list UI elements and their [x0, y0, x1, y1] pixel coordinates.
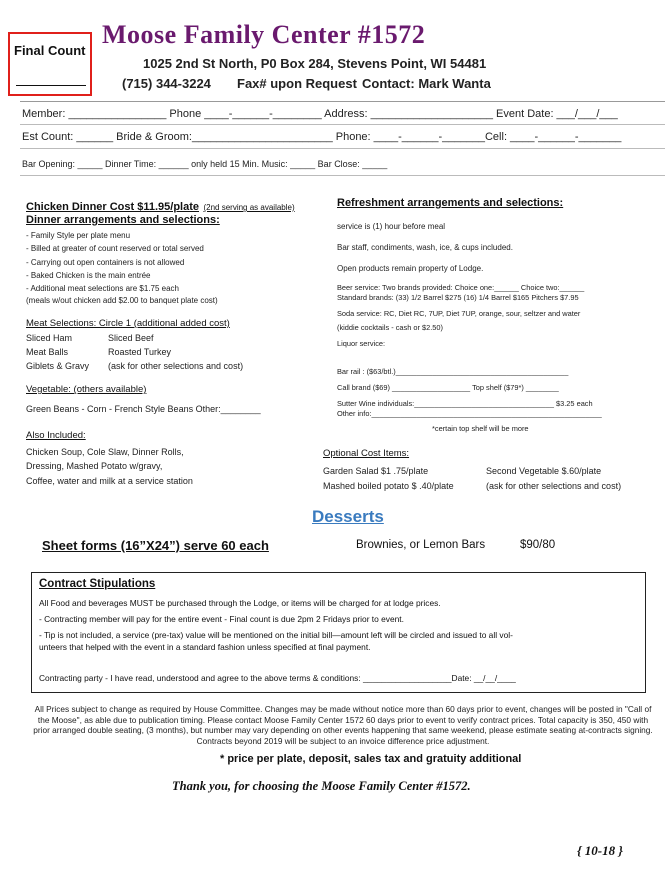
meat-selections-heading: Meat Selections: Circle 1 (additional added cost) [26, 318, 230, 329]
dinner-item: - Baked Chicken is the main entrée [26, 271, 151, 280]
optional-item: Garden Salad $1 .75/plate [323, 466, 429, 476]
kiddie-cocktails-line: (kiddie cocktails - cash or $2.50) [337, 323, 443, 332]
chicken-cost-note: (2nd serving as available) [203, 203, 295, 212]
form-code: { 10-18 } [577, 843, 623, 858]
dinner-item: - Additional meat selections are $1.75 each [26, 284, 179, 293]
meat-option[interactable]: Sliced Ham [26, 333, 73, 343]
liquor-service-line: Liquor service: [337, 339, 386, 348]
form-divider [20, 124, 665, 125]
dessert-price: $90/80 [520, 539, 556, 551]
fine-print: All Prices subject to change as required by House Committee. Changes may be made without notice more than 60 days prior to event, changes will be posted in "Call of the Moose", as able due to publication timing. Please contact Moose Family Center 1572 60 days prior to event to verify contract prices. Total capacity is 350, 450 with prior arranged double seating, (3 months), but number may vary depending on other events happening that same weekend, please estimate seating at-contracts signing. Contracts beyond 2019 will be subject to an invoice difference price adjustment. [33, 704, 653, 746]
meat-option[interactable]: Sliced Beef [108, 333, 154, 343]
optional-note: (ask for other selections and cost) [486, 481, 622, 491]
meat-option[interactable]: Meat Balls [26, 347, 69, 357]
header-phone: (715) 344-3224 [122, 76, 211, 91]
contract-line: unteers that helped with the event in a standard fashion unless specified at final payment. [39, 642, 371, 652]
dinner-item: (meals w/out chicken add $2.00 to banquet plate cost) [26, 296, 218, 305]
page-title: Moose Family Center #1572 [102, 20, 426, 49]
form-row-member[interactable]: Member: ________________ Phone ____-______-________ Address: ____________________ Event Date: ___/___/___ [22, 108, 618, 120]
top-shelf-note: *certain top shelf will be more [432, 424, 529, 433]
contract-heading: Contract Stipulations [39, 578, 156, 590]
form-divider [20, 148, 665, 149]
sutter-wine-field[interactable]: Sutter Wine individuals:__________________________________ $3.25 each [337, 399, 593, 408]
included-line: Coffee, water and milk at a service station [26, 476, 193, 486]
contract-line: - Contracting member will pay for the entire event - Final count is due 2pm 2 Fridays prior to event. [39, 614, 404, 624]
soda-service-line: Soda service: RC, Diet RC, 7UP, Diet 7UP, orange, sour, seltzer and water [337, 309, 581, 318]
vegetable-heading: Vegetable: (others available) [26, 384, 147, 395]
final-count-blank[interactable] [16, 85, 86, 86]
call-brand-field[interactable]: Call brand ($69) ___________________ Top shelf ($79*) ________ [337, 383, 559, 392]
dinner-item: - Family Style per plate menu [26, 231, 131, 240]
form-row-count[interactable]: Est Count: ______ Bride & Groom:_______________________ Phone: ____-______-_______Cell: ____-______-_______ [22, 131, 622, 143]
dinner-arrangements-heading: Dinner arrangements and selections: [26, 214, 220, 226]
dinner-item: - Carrying out open containers is not allowed [26, 258, 185, 267]
final-count-label: Final Count [14, 43, 86, 58]
dessert-options: Brownies, or Lemon Bars [356, 539, 486, 551]
form-divider [20, 175, 665, 176]
included-line: Chicken Soup, Cole Slaw, Dinner Rolls, [26, 447, 184, 457]
form-row-times[interactable]: Bar Opening: _____ Dinner Time: ______ only held 15 Min. Music: _____ Bar Close: _____ [22, 159, 388, 169]
bar-rail-field[interactable]: Bar rail : ($63/btl.)__________________________________________ [337, 367, 569, 376]
meat-option[interactable]: Roasted Turkey [108, 347, 172, 357]
chicken-dinner-cost [26, 197, 295, 215]
refreshment-line: Open products remain property of Lodge. [337, 264, 484, 273]
price-note: * price per plate, deposit, sales tax and gratuity additional [220, 753, 522, 765]
header-contact: Contact: Mark Wanta [362, 76, 491, 91]
header-address: 1025 2nd St North, P0 Box 284, Stevens Point, WI 54481 [143, 56, 487, 71]
optional-item: Mashed boiled potato $ .40/plate [323, 481, 454, 491]
included-line: Dressing, Mashed Potato w/gravy, [26, 461, 163, 471]
dinner-item: - Billed at greater of count reserved or total served [26, 244, 204, 253]
optional-item: Second Vegetable $.60/plate [486, 466, 602, 476]
standard-brands-line: Standard brands: (33) 1/2 Barrel $275 (16) 1/4 Barrel $165 Pitchers $7.95 [337, 293, 579, 302]
meat-option[interactable]: Giblets & Gravy [26, 361, 90, 371]
refreshment-line: Bar staff, condiments, wash, ice, & cups included. [337, 243, 513, 252]
vegetable-options[interactable]: Green Beans - Corn - French Style Beans Other:________ [26, 404, 261, 414]
final-count-box [8, 32, 92, 96]
refreshment-line: service is (1) hour before meal [337, 222, 446, 231]
chicken-cost-label: Chicken Dinner Cost $11.95/plate [26, 201, 200, 213]
beer-service-line[interactable]: Beer service: Two brands provided: Choice one:______ Choice two:______ [337, 283, 585, 292]
contract-signature-line[interactable]: Contracting party - I have read, understood and agree to the above terms & conditions: ___________________Date: __/__/____ [39, 673, 516, 683]
other-info-field[interactable]: Other info:________________________________________________________ [337, 409, 602, 418]
refreshment-heading: Refreshment arrangements and selections: [337, 197, 564, 209]
desserts-heading: Desserts [312, 507, 384, 526]
contract-line: All Food and beverages MUST be purchased through the Lodge, or items will be charged for at lodge prices. [39, 598, 441, 608]
meat-note: (ask for other selections and cost) [108, 361, 244, 371]
contract-line: - Tip is not included, a service (pre-tax) value will be mentioned on the initial bill—amount left will be circled and issued to all vol- [39, 630, 513, 640]
thank-you-note: Thank you, for choosing the Moose Family Center #1572. [172, 779, 471, 793]
form-divider-top [20, 101, 665, 102]
header-fax: Fax# upon Request [237, 76, 357, 91]
included-heading: Also Included: [26, 430, 86, 441]
optional-cost-heading: Optional Cost Items: [323, 448, 410, 459]
sheet-forms-label: Sheet forms (16”X24”) serve 60 each [42, 538, 269, 553]
